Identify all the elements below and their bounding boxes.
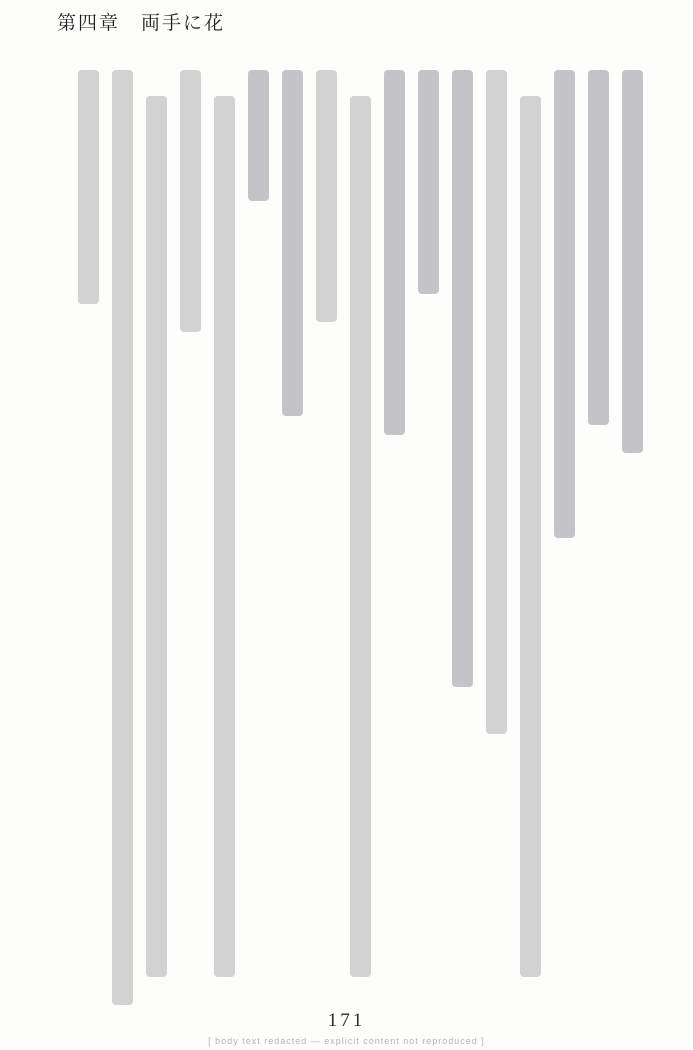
text-column xyxy=(378,70,412,1005)
text-column xyxy=(310,70,344,1005)
text-line xyxy=(248,70,269,201)
text-line xyxy=(554,70,575,538)
text-line xyxy=(146,96,167,977)
text-line xyxy=(452,70,473,687)
text-column xyxy=(548,70,582,1005)
text-column xyxy=(174,70,208,1005)
text-column xyxy=(582,70,616,1005)
text-column xyxy=(140,70,174,1005)
text-line xyxy=(112,70,133,1005)
text-column xyxy=(514,70,548,1005)
text-line xyxy=(282,70,303,416)
text-line xyxy=(384,70,405,435)
text-column xyxy=(412,70,446,1005)
text-column xyxy=(480,70,514,1005)
text-line xyxy=(622,70,643,453)
text-column xyxy=(208,70,242,1005)
text-line xyxy=(350,96,371,977)
text-column xyxy=(276,70,310,1005)
redaction-caption: [ body text redacted — explicit content not reproduced ] xyxy=(208,1036,485,1046)
page-number: 171 xyxy=(327,1010,366,1031)
text-column xyxy=(242,70,276,1005)
text-column xyxy=(446,70,480,1005)
text-line xyxy=(520,96,541,977)
text-column xyxy=(616,70,650,1005)
text-line xyxy=(214,96,235,977)
text-column xyxy=(106,70,140,1005)
text-line xyxy=(588,70,609,425)
text-line xyxy=(316,70,337,322)
text-line xyxy=(486,70,507,734)
chapter-header: 第四章 両手に花 xyxy=(57,13,226,34)
text-line xyxy=(78,70,99,304)
text-column xyxy=(72,70,106,1005)
text-line xyxy=(180,70,201,332)
text-column xyxy=(344,70,378,1005)
text-line xyxy=(418,70,439,294)
vertical-text-body xyxy=(58,70,650,1005)
